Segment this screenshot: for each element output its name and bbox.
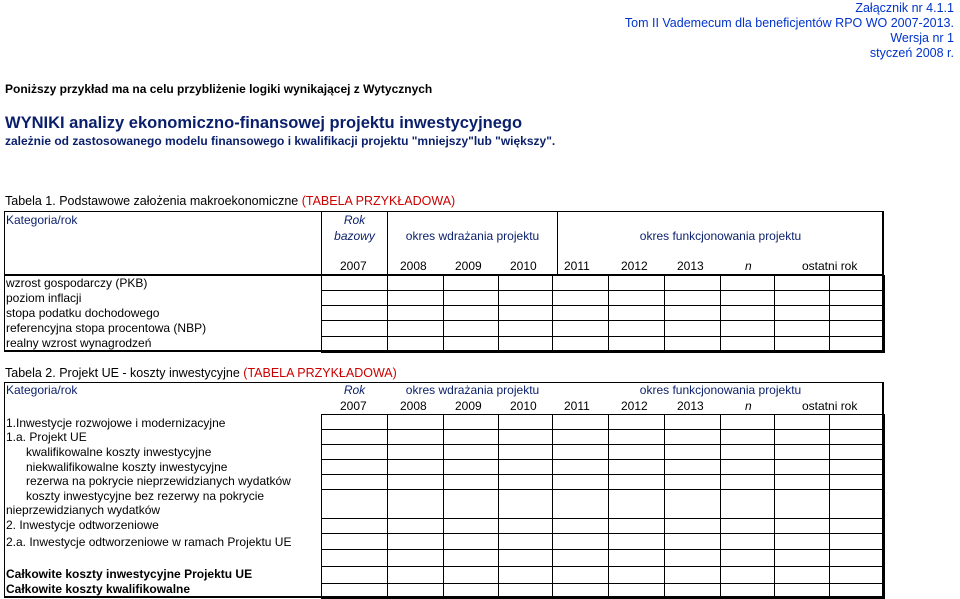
table-cell xyxy=(608,533,665,550)
table-cell xyxy=(608,444,665,460)
table-cell xyxy=(664,474,721,490)
table-cell xyxy=(829,583,885,599)
year-2011: 2011 xyxy=(564,259,590,273)
table2-row-niekwalifikowalne: niekwalifikowalne koszty inwestycyjne xyxy=(26,460,228,474)
table-cell xyxy=(664,444,721,460)
table-cell xyxy=(608,275,665,291)
table-cell xyxy=(774,518,830,534)
table2-row-bez-rezerwy: koszty inwestycyjne bez rezerwy na pokrycie xyxy=(26,489,265,503)
table-cell xyxy=(720,583,775,599)
table-cell xyxy=(664,320,721,337)
table-cell xyxy=(774,290,830,306)
table-cell xyxy=(608,414,665,430)
table-cell xyxy=(774,533,830,550)
table1-caption-tag: (TABELA PRZYKŁADOWA) xyxy=(301,194,456,208)
table-cell xyxy=(498,320,553,337)
table-cell xyxy=(720,549,775,567)
table-cell xyxy=(664,566,721,584)
table-cell xyxy=(829,290,885,306)
year-2010: 2010 xyxy=(510,399,537,413)
table-cell xyxy=(387,336,444,353)
table-cell xyxy=(720,320,775,337)
table-cell xyxy=(774,275,830,291)
table-cell xyxy=(608,290,665,306)
table-cell xyxy=(720,489,775,519)
table-cell xyxy=(774,459,830,475)
intro-text: Poniższy przykład ma na celu przybliżenie logiki wynikającej z Wytycznych xyxy=(5,82,433,96)
table-cell xyxy=(664,549,721,567)
table-cell xyxy=(443,566,499,584)
table-cell xyxy=(720,444,775,460)
table-cell xyxy=(774,444,830,460)
table-cell xyxy=(387,444,444,460)
table-cell xyxy=(498,549,553,567)
table-cell xyxy=(608,320,665,337)
year-2010: 2010 xyxy=(510,259,537,273)
year-last: ostatni rok xyxy=(802,259,858,273)
volume-info: Tom II Vademecum dla beneficjentów RPO WO 2007-2013. xyxy=(624,16,954,30)
table-cell xyxy=(387,414,444,430)
table-cell xyxy=(720,474,775,490)
table-cell xyxy=(321,489,388,519)
year-2011: 2011 xyxy=(564,399,590,413)
table-cell xyxy=(552,566,609,584)
table2-row-total-kwalifikowalne: Całkowite koszty kwalifikowalne xyxy=(6,582,191,596)
table-cell xyxy=(387,290,444,306)
year-2009: 2009 xyxy=(455,399,482,413)
table-cell xyxy=(664,305,721,321)
table-cell xyxy=(829,549,885,567)
table-cell xyxy=(443,518,499,534)
table-cell xyxy=(608,518,665,534)
table-cell xyxy=(321,566,388,584)
table1-row-wynagrodzenia: realny wzrost wynagrodzeń xyxy=(6,336,152,350)
table-cell xyxy=(608,474,665,490)
table-cell xyxy=(664,489,721,519)
year-2012: 2012 xyxy=(621,399,648,413)
table-cell xyxy=(552,305,609,321)
year-2009: 2009 xyxy=(455,259,482,273)
table2-header-kategoria: Kategoria/rok xyxy=(6,383,78,397)
table2-row-total: Całkowite koszty inwestycyjne Projektu UE xyxy=(6,567,253,581)
table2-row-2: 2. Inwestycje odtworzeniowe xyxy=(6,518,159,532)
table1-divider xyxy=(387,211,388,275)
table-cell xyxy=(498,290,553,306)
table-cell xyxy=(664,290,721,306)
table-cell xyxy=(720,305,775,321)
table2-row-1a: 1.a. Projekt UE xyxy=(6,430,87,444)
table-cell xyxy=(774,489,830,519)
table-cell xyxy=(829,429,885,445)
table-cell xyxy=(321,429,388,445)
table-cell xyxy=(552,459,609,475)
table-cell xyxy=(552,290,609,306)
date-info: styczeń 2008 r. xyxy=(869,46,954,60)
table-cell xyxy=(387,583,444,599)
table-cell xyxy=(720,414,775,430)
page-title: WYNIKI analizy ekonomiczno-finansowej projektu inwestycyjnego xyxy=(5,114,523,132)
table-cell xyxy=(552,489,609,519)
table2-row-kwalifikowalne: kwalifikowalne koszty inwestycyjne xyxy=(26,445,212,459)
table1-caption-text: Tabela 1. Podstawowe założenia makroekonomiczne xyxy=(5,194,302,208)
table-cell xyxy=(829,533,885,550)
table-cell xyxy=(608,336,665,353)
table-cell xyxy=(443,583,499,599)
table-cell xyxy=(387,305,444,321)
table-cell xyxy=(443,320,499,337)
table-cell xyxy=(443,444,499,460)
table-cell xyxy=(720,566,775,584)
table-cell xyxy=(552,444,609,460)
table1-row-labels xyxy=(6,276,206,351)
table-cell xyxy=(443,549,499,567)
table-cell xyxy=(321,583,388,599)
table-cell xyxy=(720,518,775,534)
table2-row-1: 1.Inwestycje rozwojowe i modernizacyjne xyxy=(6,416,226,430)
table-cell xyxy=(498,518,553,534)
table-cell xyxy=(498,429,553,445)
table-cell xyxy=(321,549,388,567)
year-2008: 2008 xyxy=(400,259,427,273)
table-cell xyxy=(387,489,444,519)
year-n: n xyxy=(745,399,752,413)
table-cell xyxy=(443,290,499,306)
table-cell xyxy=(608,549,665,567)
table-cell xyxy=(829,275,885,291)
table1-header-bazowy: bazowy xyxy=(334,229,375,243)
table-cell xyxy=(829,474,885,490)
document-header xyxy=(625,1,954,61)
table-cell xyxy=(321,518,388,534)
table2-row-2a: 2.a. Inwestycje odtworzeniowe w ramach Projektu UE xyxy=(6,535,292,549)
table-cell xyxy=(829,320,885,337)
table-cell xyxy=(608,429,665,445)
table-cell xyxy=(321,275,388,291)
table1-header-funkcjonowanie: okres funkcjonowania projektu xyxy=(639,229,802,243)
table-cell xyxy=(387,320,444,337)
table-cell xyxy=(387,429,444,445)
table1-divider xyxy=(557,211,558,275)
table-cell xyxy=(443,305,499,321)
table-cell xyxy=(829,414,885,430)
table-cell xyxy=(829,305,885,321)
table-cell xyxy=(774,566,830,584)
table-cell xyxy=(498,459,553,475)
table1-row-stopa: referencyjna stopa procentowa (NBP) xyxy=(6,321,207,335)
annex-number: Załącznik nr 4.1.1 xyxy=(855,1,954,15)
table-cell xyxy=(774,429,830,445)
table-cell xyxy=(387,275,444,291)
table-cell xyxy=(498,583,553,599)
table-cell xyxy=(608,583,665,599)
table-cell xyxy=(387,518,444,534)
table-cell xyxy=(443,336,499,353)
table-cell xyxy=(552,583,609,599)
table-cell xyxy=(552,518,609,534)
table1-header-kategoria: Kategoria/rok xyxy=(6,213,78,227)
table-cell xyxy=(664,533,721,550)
table-cell xyxy=(443,275,499,291)
table-cell xyxy=(664,275,721,291)
table-cell xyxy=(498,275,553,291)
table-cell xyxy=(664,336,721,353)
table-cell xyxy=(498,444,553,460)
table-cell xyxy=(321,290,388,306)
year-n: n xyxy=(745,259,752,273)
table-cell xyxy=(443,429,499,445)
table-cell xyxy=(664,518,721,534)
table2-header-rok: Rok xyxy=(343,383,366,397)
table-cell xyxy=(664,429,721,445)
table-cell xyxy=(498,336,553,353)
table-cell xyxy=(387,533,444,550)
page-subtitle: zależnie od zastosowanego modelu finansowego i kwalifikacji projektu "mniejszy"lub "większy". xyxy=(5,134,556,148)
table-cell xyxy=(774,414,830,430)
table-cell xyxy=(498,489,553,519)
table-cell xyxy=(321,414,388,430)
year-2012: 2012 xyxy=(621,259,648,273)
table-cell xyxy=(608,305,665,321)
table-cell xyxy=(321,320,388,337)
table2-caption xyxy=(5,366,397,380)
table2-row-rezerwa: rezerwa na pokrycie nieprzewidzianych wydatków xyxy=(26,474,291,488)
table-cell xyxy=(774,474,830,490)
table-cell xyxy=(387,566,444,584)
table1-header-rok: Rok xyxy=(343,213,366,227)
table-cell xyxy=(720,290,775,306)
table-cell xyxy=(552,336,609,353)
table1-row-podatek: stopa podatku dochodowego xyxy=(6,306,160,320)
table-cell xyxy=(321,305,388,321)
table-cell xyxy=(552,275,609,291)
table2-caption-tag: (TABELA PRZYKŁADOWA) xyxy=(243,366,397,380)
table-cell xyxy=(774,320,830,337)
table-cell xyxy=(552,320,609,337)
table-cell xyxy=(321,336,388,353)
table1-caption xyxy=(5,194,455,208)
year-2013: 2013 xyxy=(677,399,704,413)
table-cell xyxy=(443,533,499,550)
table-cell xyxy=(552,474,609,490)
year-2013: 2013 xyxy=(677,259,704,273)
table2-row-bez-rezerwy-cont: nieprzewidzianych wydatków xyxy=(6,503,161,517)
table-cell xyxy=(552,414,609,430)
table1-header-wdrazanie: okres wdrażania projektu xyxy=(405,229,540,243)
table-cell xyxy=(608,489,665,519)
table-cell xyxy=(608,459,665,475)
table-cell xyxy=(774,336,830,353)
table-cell xyxy=(720,459,775,475)
table-cell xyxy=(552,549,609,567)
table-cell xyxy=(829,444,885,460)
table-cell xyxy=(720,533,775,550)
table-cell xyxy=(387,549,444,567)
table-cell xyxy=(443,459,499,475)
table-cell xyxy=(498,414,553,430)
table-cell xyxy=(664,459,721,475)
table-cell xyxy=(829,489,885,519)
table-cell xyxy=(321,444,388,460)
version-info: Wersja nr 1 xyxy=(890,31,954,45)
table-cell xyxy=(321,474,388,490)
table-cell xyxy=(498,566,553,584)
table-cell xyxy=(552,533,609,550)
table-cell xyxy=(829,336,885,353)
table-cell xyxy=(387,459,444,475)
table-cell xyxy=(498,474,553,490)
table-cell xyxy=(321,459,388,475)
year-2007: 2007 xyxy=(340,259,367,273)
year-2008: 2008 xyxy=(400,399,427,413)
table-cell xyxy=(664,414,721,430)
table-cell xyxy=(443,414,499,430)
table-cell xyxy=(720,275,775,291)
table2-header-funkcjonowanie: okres funkcjonowania projektu xyxy=(639,383,802,397)
table-cell xyxy=(443,474,499,490)
table-cell xyxy=(664,583,721,599)
table-cell xyxy=(720,336,775,353)
year-2007: 2007 xyxy=(340,399,367,413)
table1-row-inflacja: poziom inflacji xyxy=(6,291,82,305)
table2-header-wdrazanie: okres wdrażania projektu xyxy=(405,383,540,397)
table-cell xyxy=(608,566,665,584)
table-cell xyxy=(829,459,885,475)
table-cell xyxy=(387,474,444,490)
table-cell xyxy=(443,489,499,519)
table-cell xyxy=(498,305,553,321)
table-cell xyxy=(829,566,885,584)
table-cell xyxy=(321,533,388,550)
table1-row-pkb: wzrost gospodarczy (PKB) xyxy=(6,276,148,290)
table-cell xyxy=(498,533,553,550)
table-cell xyxy=(774,583,830,599)
table-cell xyxy=(774,305,830,321)
table-cell xyxy=(720,429,775,445)
table-cell xyxy=(829,518,885,534)
table2-caption-text: Tabela 2. Projekt UE - koszty inwestycyjne xyxy=(5,366,244,380)
table1-header-box xyxy=(4,211,884,275)
year-last: ostatni rok xyxy=(802,399,858,413)
table-cell xyxy=(552,429,609,445)
table-cell xyxy=(774,549,830,567)
